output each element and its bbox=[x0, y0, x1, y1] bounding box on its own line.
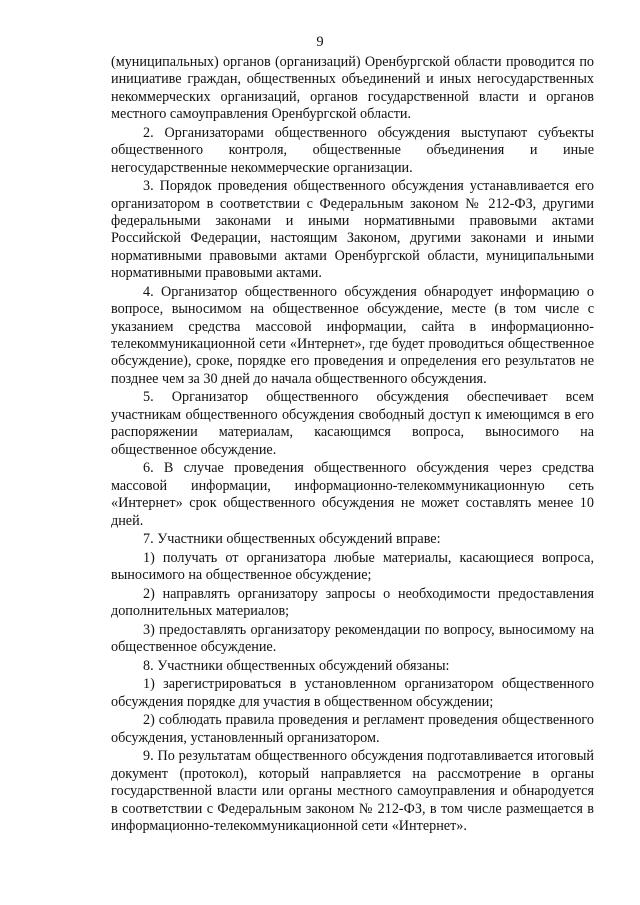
document-body bbox=[111, 54, 594, 837]
paragraph-2: 2. Организаторами общественного обсуждения выступают субъекты общественного контроля, общественные объединения и иные негосударственные некоммерческие организации. bbox=[111, 124, 594, 176]
paragraph-7-item-1: 1) получать от организатора любые материалы, касающиеся вопроса, выносимого на общественное обсуждение; bbox=[111, 549, 594, 584]
paragraph-9: 9. По результатам общественного обсуждения подготавливается итоговый документ (протокол), который направляется на рассмотрение в органы государственной власти или органы местного самоуправления и обнародуется в соответствии с Федеральным законом № 212-ФЗ, в том числе размещается в информационно-телекоммуникационной сети «Интернет». bbox=[111, 748, 594, 834]
page-number: 9 bbox=[316, 34, 324, 50]
paragraph-8: 8. Участники общественных обсуждений обязаны: bbox=[143, 657, 450, 674]
paragraph-7-item-3: 3) предоставлять организатору рекомендации по вопросу, выносимому на общественное обсуждение. bbox=[111, 621, 594, 656]
paragraph-7: 7. Участники общественных обсуждений вправе: bbox=[143, 531, 441, 548]
paragraph-5: 5. Организатор общественного обсуждения обеспечивает всем участникам общественного обсуждения свободный доступ к имеющимся в его распоряжении материалам, касающимся вопроса, выносимого на общественное обсуждение. bbox=[111, 389, 594, 458]
paragraph-8-item-1: 1) зарегистрироваться в установленном организатором общественного обсуждения порядке для участия в общественном обсуждении; bbox=[111, 676, 594, 710]
paragraph-4: 4. Организатор общественного обсуждения обнародует информацию о вопросе, выносимом на общественное обсуждение, месте (в том числе с указанием средства массовой информации, сайта в информационно-телекоммуникационной сети «Интернет», где будет проводиться общественное обсуждение), сроке, порядке его проведения и определения его результатов не позднее чем за 30 дней до начала общественного обсуждения. bbox=[111, 283, 594, 387]
paragraph-8-item-2: 2) соблюдать правила проведения и регламент проведения общественного обсуждения, установленный организатором. bbox=[111, 712, 594, 746]
paragraph-continuation: (муниципальных) органов (организаций) Оренбургской области проводится по инициативе граждан, общественных объединений и иных негосударственных некоммерческих организаций, органов государственной власти и органов местного самоуправления Оренбургской области. bbox=[111, 54, 594, 123]
paragraph-3: 3. Порядок проведения общественного обсуждения устанавливается его организатором в соответствии с Федеральным законом № 212-ФЗ, другими федеральными законами и иными нормативными правовыми актами Российской Федерации, настоящим Законом, другими законами и иными нормативными правовыми актами Оренбургской области, муниципальными нормативными правовыми актами. bbox=[111, 178, 594, 282]
paragraph-7-item-2: 2) направлять организатору запросы о необходимости предоставления дополнительных материалов; bbox=[111, 585, 594, 620]
paragraph-6: 6. В случае проведения общественного обсуждения через средства массовой информации, информационно-телекоммуникационную сеть «Интернет» срок общественного обсуждения не может составлять менее 10 дней. bbox=[111, 460, 594, 529]
